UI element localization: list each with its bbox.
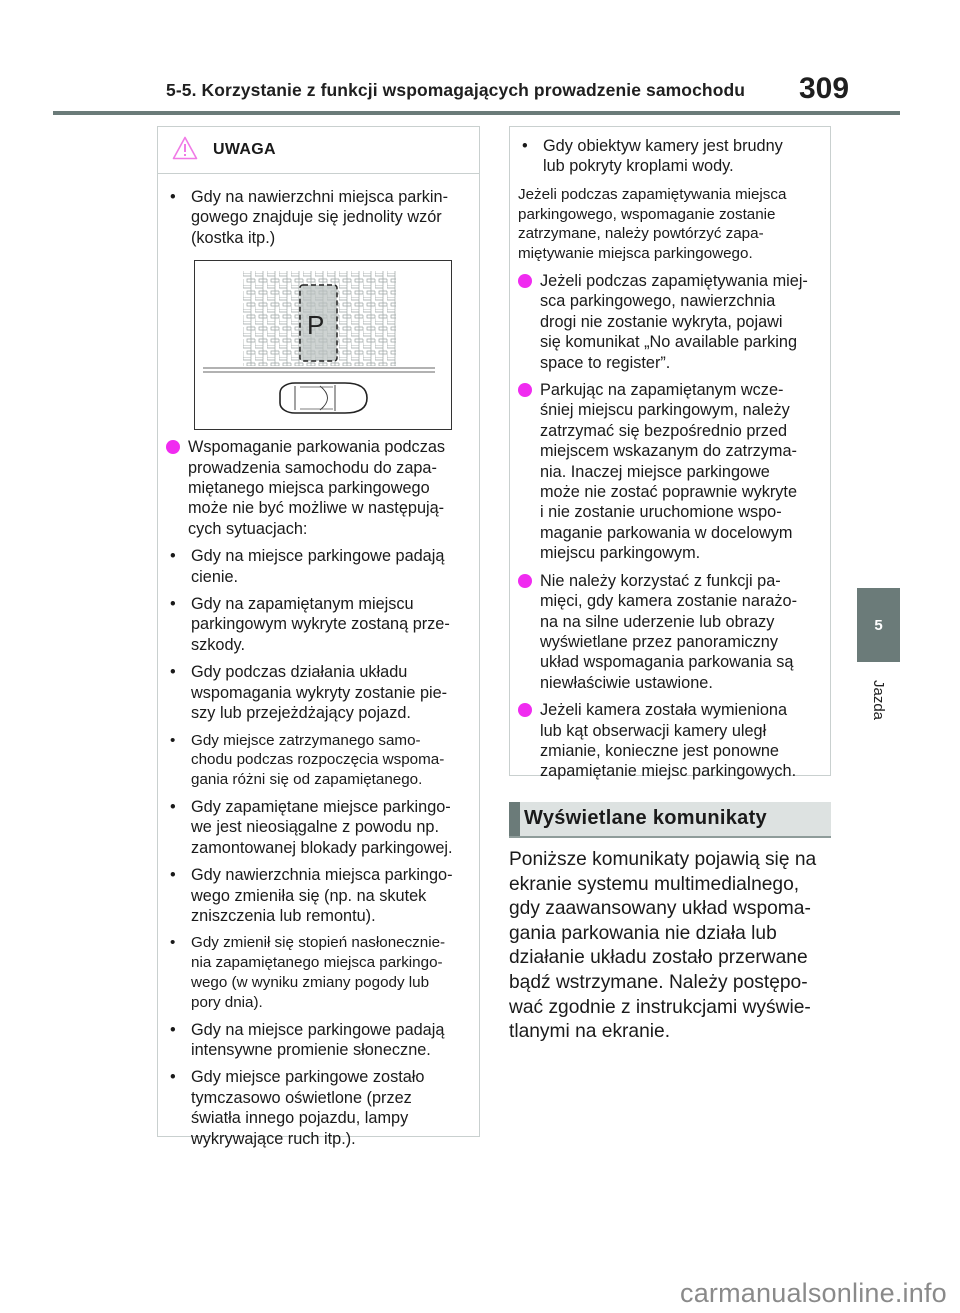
parking-illustration [194,260,452,430]
text-line: niewłaściwie ustawione. [540,673,713,692]
section-title: Wyświetlane komunikaty [524,807,767,829]
text-line: lub kąt obserwacji kamery uległ [540,721,767,740]
text-line: działanie układu zostało przerwane [509,947,808,969]
bullet-mark: • [170,547,176,566]
text-line: miętywanie miejsca parkingowego. [518,245,753,263]
text-line: lub pokryty kroplami wody. [543,157,734,176]
text-line: cych sytuacjach: [188,519,308,538]
bullet-mark: • [170,663,176,682]
warning-content [158,174,479,1149]
text-line: parkingowego, wspomaganie zostanie [518,205,776,223]
intro-bullet [166,187,471,248]
bullet-mark: • [170,797,176,816]
chapter-label: Jazda [870,680,887,721]
text-line: światła innego pojazdu, lampy [191,1109,409,1128]
pink-dot-item [166,437,471,539]
text-line: wego zmieniła się (np. na skutek [191,886,427,905]
notes-list [518,271,822,782]
text-line: (kostka itp.) [191,228,276,247]
pink-bullet-icon [518,703,532,717]
bullet-text [191,662,471,723]
text-line: układ wspomagania parkowania są [540,653,794,672]
text-line: Gdy na miejsce parkingowe padają [191,547,445,566]
section-heading [509,802,831,838]
text-line: we jest nieosiągalne z powodu np. [191,818,440,837]
text-line: tymczasowo oświetlone (przez [191,1088,412,1107]
bullet-mark: • [170,595,176,614]
condition-bullet [166,731,471,790]
text-line: gdy zaawansowany układ wspoma- [509,898,811,920]
text-line: miejscem wskazanym do zatrzyma- [540,442,797,461]
text-line: szy lub przejeżdżający pojazd. [191,704,411,723]
bullet-text [191,1067,471,1149]
condition-bullet [166,797,471,858]
text-line: zapamiętanie miejsc parkingowych. [540,762,797,781]
bullet-text [191,731,471,790]
text-line: zmianie, konieczne jest ponowne [540,741,779,760]
text-line: Gdy zapamiętane miejsce parkingo- [191,797,451,816]
bullet-text [191,865,471,926]
text-line: parkingowym wykryte zostaną prze- [191,615,450,634]
text-line: gania parkowania nie działa lub [509,922,777,944]
note-text [540,271,822,373]
note-text [540,700,822,782]
text-line: gania różni się od zapamiętanego. [191,771,423,789]
section-body-text [509,848,839,1045]
text-line: pory dnia). [191,993,263,1011]
camera-dirty-bullet [518,136,822,177]
text-line: miętanego miejsca parkingowego [188,479,430,498]
condition-bullet [166,662,471,723]
bullet-mark: • [170,1020,176,1039]
text-line: wego (w wyniku zmiany pogody lub [191,973,430,991]
text-line: Jeżeli podczas zapamiętywania miejsca [518,185,787,203]
pink-bullet-icon [518,274,532,288]
bullet-mark: • [170,1068,176,1087]
warning-triangle-icon [172,136,198,165]
pink-bullet-icon [518,574,532,588]
bullet-mark: • [522,137,528,155]
continued-warning-box [509,126,831,781]
text-line: wykrywające ruch itp.). [191,1129,356,1148]
text-line: Gdy na nawierzchni miejsca parkin- [191,188,448,206]
page-header-title: 5-5. Korzystanie z funkcji wspomagających prowadzenie samochodu [166,80,746,100]
dot-item-text [188,437,471,539]
text-line: nia zapamiętanego miejsca parkingo- [191,954,443,972]
text-line: Jeżeli kamera została wymieniona [540,701,788,720]
text-line: intensywne promienie słoneczne. [191,1040,431,1059]
note-text [540,571,822,693]
note-item [518,380,822,564]
text-line: Poniższe komunikaty pojawią się na [509,849,817,870]
car-top-view [280,383,367,413]
text-line: Gdy miejsce zatrzymanego samo- [191,731,421,749]
text-line: Nie należy korzystać z funkcji pa- [540,571,781,590]
bullet-mark: • [170,934,176,952]
section-heading-bar [509,802,520,836]
text-line: Gdy nawierzchnia miejsca parkingo- [191,866,453,885]
text-line: tlanymi na ekranie. [509,1021,671,1043]
condition-bullet [166,933,471,1012]
chapter-tab[interactable]: 5 [857,588,900,662]
condition-bullet [166,1067,471,1149]
text-line: może nie być możliwe w następują- [188,499,445,518]
text-line: może nie zostać poprawnie wykryte [540,483,797,502]
condition-bullet [166,1020,471,1061]
bullet-text [191,546,471,587]
warning-header [158,127,479,174]
condition-bullet [166,546,471,587]
text-line: zniszczenia lub remontu). [191,906,376,925]
text-line: Gdy na miejsce parkingowe padają [191,1020,445,1039]
note-text [540,380,822,564]
text-line: sca parkingowego, nawierzchnia [540,292,776,311]
text-line: prowadzenia samochodu do zapa- [188,458,437,477]
condition-bullet [166,865,471,926]
warning-title: UWAGA [213,141,276,158]
continued-content [510,127,830,782]
text-line: Gdy obiektyw kamery jest brudny [543,137,783,155]
text-line: śniej miejscu parkingowym, należy [540,401,790,420]
note-item [518,700,822,782]
text-line: space to register”. [540,353,671,372]
text-line: ekranie systemu multimedialnego, [509,873,800,895]
note-item [518,271,822,373]
parking-p-label: P [307,310,325,341]
text-line: Gdy podczas działania układu [191,663,408,682]
bullet-text [543,136,822,177]
bullet-mark: • [170,866,176,885]
text-line: wspomagania wykryty zostanie pie- [191,683,448,702]
text-line: gowego znajduje się jednolity wzór [191,208,442,227]
text-line: na na silne uderzenie lub obrazy [540,612,775,631]
bullet-text [191,933,471,1012]
header-divider [53,111,900,115]
repeat-registration-paragraph [518,185,822,264]
text-line: szkody. [191,635,245,654]
page-number: 309 [799,72,850,105]
text-line: i nie zostanie uruchomione wspo- [540,503,782,522]
text-line: Jeżeli podczas zapamiętywania miej- [540,272,808,290]
pink-bullet-icon [518,383,532,397]
text-line: wyświetlane przez panoramiczny [540,632,778,651]
bullet-text [191,594,471,655]
text-line: chodu podczas rozpoczęcia wspoma- [191,751,445,769]
text-line: Wspomaganie parkowania podczas [188,438,446,457]
text-line: maganie parkowania w docelowym [540,523,793,542]
text-line: Gdy na zapamiętanym miejscu [191,595,414,614]
bullet-mark: • [170,188,176,206]
text-line: Parkując na zapamiętanym wcze- [540,381,784,400]
text-line: Gdy miejsce parkingowe zostało [191,1068,425,1087]
conditions-list [166,546,471,1149]
bullet-text [191,1020,471,1061]
text-line: mięci, gdy kamera zostanie narażo- [540,592,797,611]
bullet-text [191,797,471,858]
bullet-mark: • [170,731,176,749]
text-line: bądź wstrzymane. Należy postępo- [509,971,808,993]
text-line: cienie. [191,567,239,586]
warning-box [157,126,480,1148]
text-line: zatrzymać się bezpośrednio przed [540,421,788,440]
text-line: wać zgodnie z instrukcjami wyświe- [509,996,811,1018]
text-line: zatrzymane, należy powtórzyć zapa- [518,225,764,243]
text-line: się komunikat „No available parking [540,333,798,352]
text-line: nia. Inaczej miejsce parkingowe [540,462,770,481]
text-line: miejscu parkingowym. [540,544,701,563]
watermark: carmanualsonline.info [680,1278,947,1308]
text-line: drogi nie zostanie wykryta, pojawi [540,312,783,331]
intro-text [191,187,471,248]
condition-bullet [166,594,471,655]
pink-bullet-icon [166,440,180,454]
note-item [518,571,822,693]
parking-figure-svg [195,261,450,428]
text-line: zamontowanej blokady parkingowej. [191,838,453,857]
text-line: Gdy zmienił się stopień nasłonecznie- [191,934,446,952]
